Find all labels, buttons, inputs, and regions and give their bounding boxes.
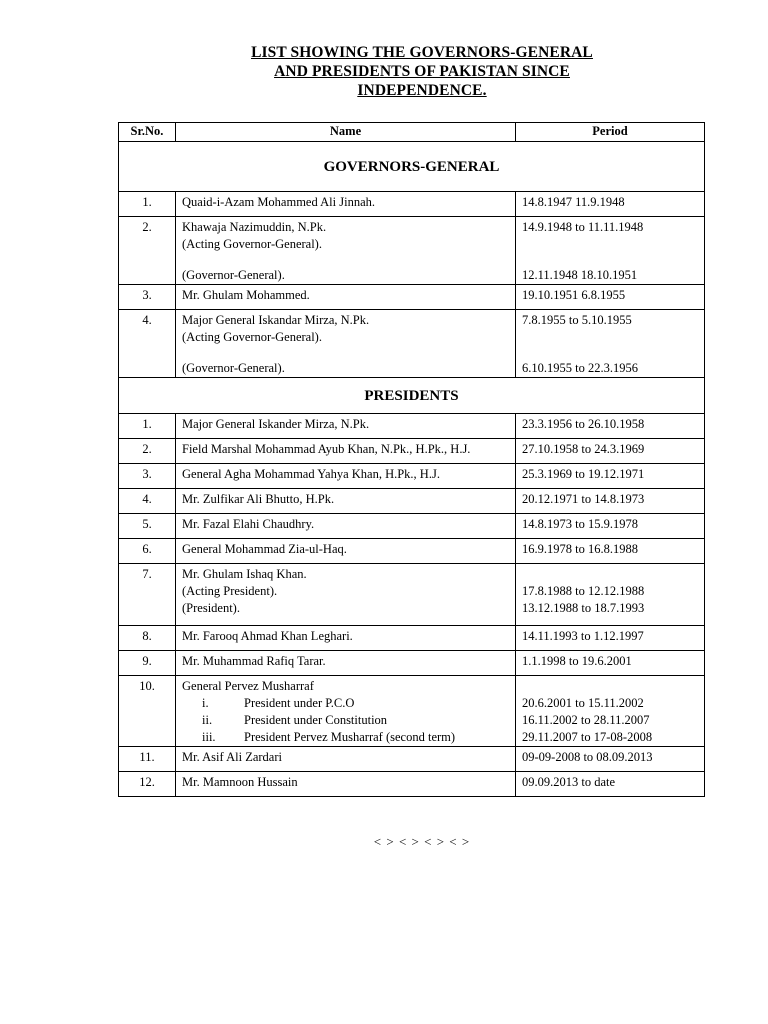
name-text: Khawaja Nazimuddin, N.Pk. <box>182 220 327 234</box>
period-cell: 20.12.1971 to 14.8.1973 <box>516 489 705 514</box>
sr-no: 11. <box>119 747 176 772</box>
table-row <box>119 514 705 539</box>
period-text: 14.9.1948 to 11.11.1948 <box>522 220 644 234</box>
sr-no: 6. <box>119 539 176 564</box>
name-cell: Mr. Ghulam Mohammed. <box>176 285 516 310</box>
period-text: 16.11.2002 to 28.11.2007 <box>522 713 650 727</box>
sr-no: 5. <box>119 514 176 539</box>
header-period: Period <box>516 123 705 142</box>
role-text: (Acting President). <box>182 584 278 598</box>
term-label: President Pervez Musharraf (second term) <box>244 730 456 744</box>
name-cell: Mr. Mamnoon Hussain <box>176 772 516 797</box>
table-row <box>119 192 705 217</box>
footer-ornament: < > < > < > < > <box>373 834 471 849</box>
header-sr-no: Sr.No. <box>119 123 176 142</box>
table-row <box>119 489 705 514</box>
period-cell: 23.3.1956 to 26.10.1958 <box>516 414 705 439</box>
name-cell: General Mohammad Zia-ul-Haq. <box>176 539 516 564</box>
sr-no: 7. <box>119 564 176 626</box>
term-row <box>182 712 509 729</box>
table-row <box>119 217 705 285</box>
role-text: (Governor-General). <box>182 268 285 282</box>
name-text: Major General Iskandar Mirza, N.Pk. <box>182 313 370 327</box>
period-cell: 27.10.1958 to 24.3.1969 <box>516 439 705 464</box>
period-text: 29.11.2007 to 17-08-2008 <box>522 730 653 744</box>
name-text: General Pervez Musharraf <box>182 679 314 693</box>
term-number: i. <box>202 696 209 710</box>
name-cell: General Agha Mohammad Yahya Khan, H.Pk., H.J. <box>176 464 516 489</box>
table-row <box>119 564 705 626</box>
table-row <box>119 626 705 651</box>
section-row-presidents <box>119 378 705 414</box>
period-cell: 14.8.1973 to 15.9.1978 <box>516 514 705 539</box>
table-row <box>119 772 705 797</box>
sr-no: 8. <box>119 626 176 651</box>
name-cell <box>176 676 516 747</box>
role-text: (Acting Governor-General). <box>182 330 322 344</box>
table-row <box>119 464 705 489</box>
period-cell: 25.3.1969 to 19.12.1971 <box>516 464 705 489</box>
section-title-presidents: PRESIDENTS <box>119 378 705 414</box>
role-text: (Acting Governor-General). <box>182 237 322 251</box>
sr-no: 4. <box>119 310 176 378</box>
period-cell: 14.11.1993 to 1.12.1997 <box>516 626 705 651</box>
name-cell: Field Marshal Mohammad Ayub Khan, N.Pk., H.Pk., H.J. <box>176 439 516 464</box>
period-cell: 09.09.2013 to date <box>516 772 705 797</box>
sr-no: 3. <box>119 464 176 489</box>
name-cell: Mr. Asif Ali Zardari <box>176 747 516 772</box>
table-row <box>119 285 705 310</box>
section-row-governors <box>119 142 705 192</box>
period-cell <box>516 564 705 626</box>
name-text: Mr. Ghulam Ishaq Khan. <box>182 567 307 581</box>
sr-no: 1. <box>119 414 176 439</box>
period-cell <box>516 217 705 285</box>
period-text: 6.10.1955 to 22.3.1956 <box>522 361 638 375</box>
role-text: (Governor-General). <box>182 361 285 375</box>
period-text: 17.8.1988 to 12.12.1988 <box>522 584 645 598</box>
name-cell: Quaid-i-Azam Mohammed Ali Jinnah. <box>176 192 516 217</box>
name-cell: Mr. Farooq Ahmad Khan Leghari. <box>176 626 516 651</box>
period-text: 12.11.1948 18.10.1951 <box>522 268 638 282</box>
period-cell: 14.8.1947 11.9.1948 <box>516 192 705 217</box>
sr-no: 2. <box>119 217 176 285</box>
sr-no: 4. <box>119 489 176 514</box>
term-number: ii. <box>202 713 213 727</box>
name-cell: Mr. Muhammad Rafiq Tarar. <box>176 651 516 676</box>
period-cell <box>516 676 705 747</box>
document-title <box>120 43 724 100</box>
name-cell: Mr. Zulfikar Ali Bhutto, H.Pk. <box>176 489 516 514</box>
table-row <box>119 414 705 439</box>
period-cell <box>516 310 705 378</box>
table-row <box>119 747 705 772</box>
period-cell: 1.1.1998 to 19.6.2001 <box>516 651 705 676</box>
period-cell: 09-09-2008 to 08.09.2013 <box>516 747 705 772</box>
term-label: President under P.C.O <box>244 696 355 710</box>
section-title-governors: GOVERNORS-GENERAL <box>119 142 705 192</box>
name-cell: Major General Iskander Mirza, N.Pk. <box>176 414 516 439</box>
header-name: Name <box>176 123 516 142</box>
term-row <box>182 695 509 712</box>
sr-no: 10. <box>119 676 176 747</box>
period-text: 7.8.1955 to 5.10.1955 <box>522 313 632 327</box>
period-text: 20.6.2001 to 15.11.2002 <box>522 696 644 710</box>
title-line-1: LIST SHOWING THE GOVERNORS-GENERAL <box>251 44 593 61</box>
role-text: (President). <box>182 601 240 615</box>
table-row <box>119 539 705 564</box>
sr-no: 12. <box>119 772 176 797</box>
sr-no: 3. <box>119 285 176 310</box>
term-row <box>182 729 509 746</box>
leaders-table <box>118 122 705 797</box>
term-label: President under Constitution <box>244 713 388 727</box>
name-cell: Mr. Fazal Elahi Chaudhry. <box>176 514 516 539</box>
title-line-2: AND PRESIDENTS OF PAKISTAN SINCE <box>274 63 570 80</box>
period-text: 13.12.1988 to 18.7.1993 <box>522 601 645 615</box>
name-cell <box>176 310 516 378</box>
table-row <box>119 310 705 378</box>
sr-no: 9. <box>119 651 176 676</box>
table-row <box>119 676 705 747</box>
title-line-3: INDEPENDENCE. <box>357 82 487 99</box>
term-number: iii. <box>202 730 216 744</box>
table-row <box>119 651 705 676</box>
sr-no: 2. <box>119 439 176 464</box>
sr-no: 1. <box>119 192 176 217</box>
name-cell <box>176 217 516 285</box>
period-cell: 19.10.1951 6.8.1955 <box>516 285 705 310</box>
name-cell <box>176 564 516 626</box>
table-header-row <box>119 123 705 142</box>
period-cell: 16.9.1978 to 16.8.1988 <box>516 539 705 564</box>
table-row <box>119 439 705 464</box>
